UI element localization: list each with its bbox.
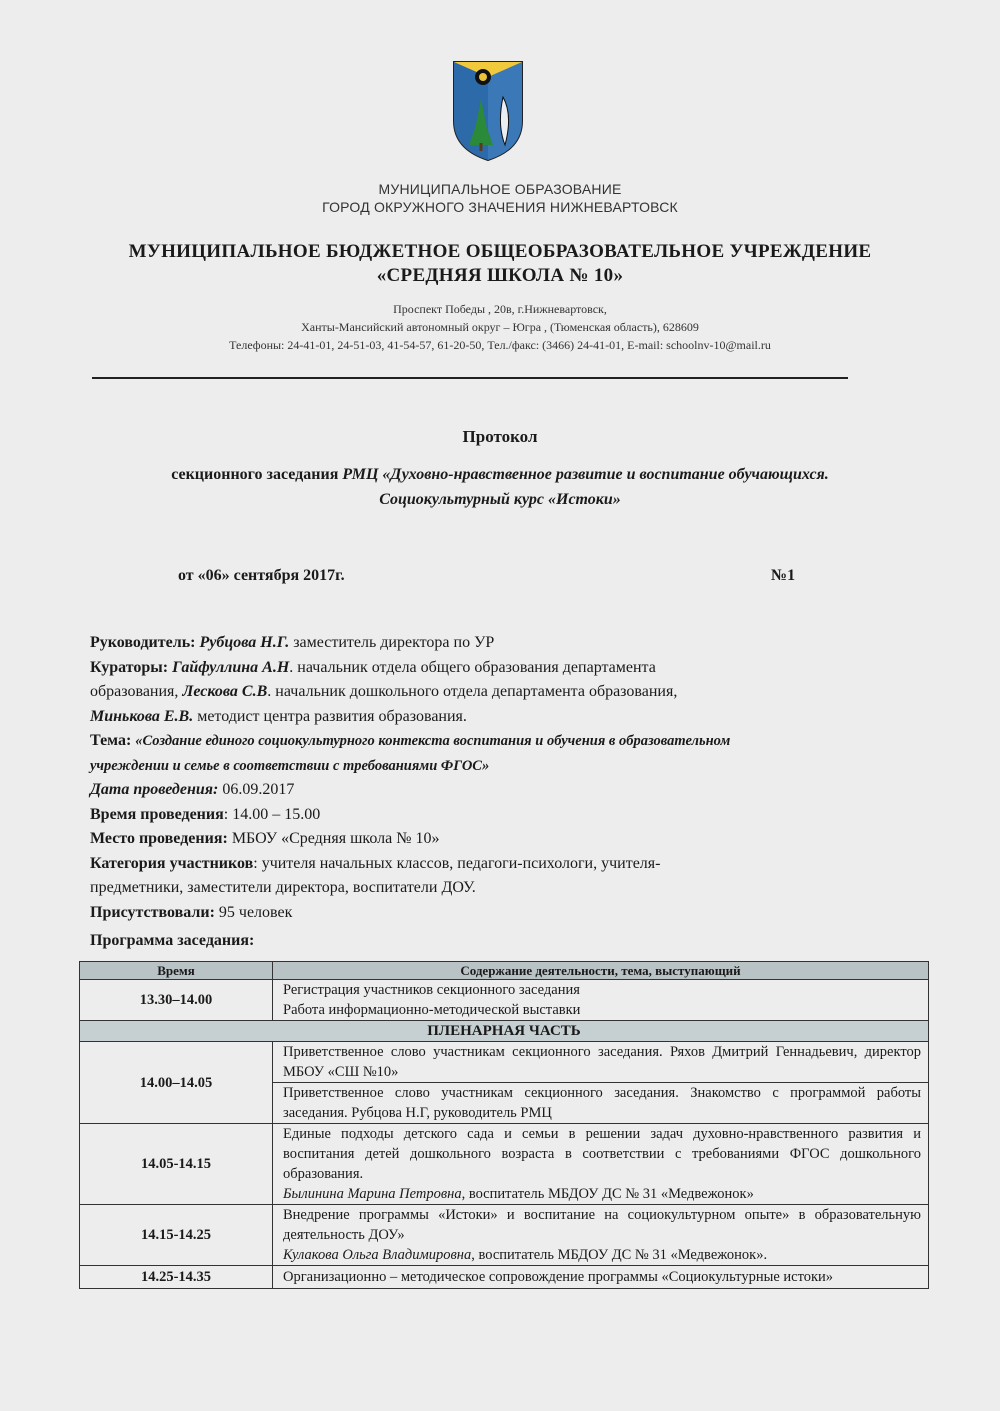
present-label: Присутствовали: — [90, 903, 219, 921]
row-content-line: Работа информационно-методической выставки — [283, 1002, 581, 1018]
row-author-role: , воспитатель МБДОУ ДС № 31 «Медвежонок». — [471, 1247, 768, 1263]
address-line-2: Ханты-Мансийский автономный округ – Югра , (Тюменская область), 628609 — [301, 320, 699, 334]
address-line-1: Проспект Победы , 20в, г.Нижневартовск, — [393, 302, 607, 316]
row-time: 13.30–14.00 — [80, 980, 273, 1021]
category-label: Категория участников — [90, 854, 254, 872]
topic-text-1: «Создание единого социокультурного контекста воспитания и обучения в образовательном — [135, 733, 731, 749]
topic-text-2: учреждении и семье в соответствии с требованиями ФГОС» — [90, 757, 490, 774]
header-divider — [92, 377, 848, 379]
row-time: 14.15-14.25 — [80, 1205, 273, 1266]
col-time-header: Время — [80, 962, 273, 980]
leader-role: заместитель директора по УР — [289, 634, 495, 651]
topic-line-2 — [90, 754, 920, 779]
program-table — [79, 961, 929, 1289]
leader-line — [90, 631, 920, 656]
section-row — [80, 1021, 929, 1042]
row-content: Приветственное слово участникам секционного заседания. Знакомство с программой работы заседания. Рубцова Н.Г, руководитель РМЦ — [273, 1083, 929, 1124]
curator-3-name: Минькова Е.В. — [90, 707, 194, 725]
curator-1-role: . начальник отдела общего образования департамента — [289, 658, 656, 676]
category-value: : учителя начальных классов, педагоги-психологи, учителя- — [253, 854, 661, 872]
topic-label: Тема: — [90, 732, 136, 749]
category-value-2: предметники, заместители директора, воспитатели ДОУ. — [90, 879, 476, 896]
school-line-2: «СРЕДНЯЯ ШКОЛА № 10» — [376, 265, 624, 286]
protocol-number: №1 — [771, 567, 796, 584]
municipality-line-2: ГОРОД ОКРУЖНОГО ЗНАЧЕНИЯ НИЖНЕВАРТОВСК — [322, 199, 678, 215]
leader-name: Рубцова Н.Г. — [199, 634, 290, 651]
row-content — [273, 1124, 929, 1205]
coat-of-arms-icon — [451, 59, 525, 163]
table-row — [80, 1042, 929, 1083]
place-value: МБОУ «Средняя школа № 10» — [231, 830, 440, 847]
col-content-header: Содержание деятельности, тема, выступающий — [273, 962, 929, 980]
row-content: Приветственное слово участникам секционного заседания. Ряхов Дмитрий Геннадьевич, директор МБОУ «СШ №10» — [273, 1042, 929, 1083]
table-row — [80, 1205, 929, 1266]
municipality-line-1: МУНИЦИПАЛЬНОЕ ОБРАЗОВАНИЕ — [378, 181, 622, 197]
curators-label: Кураторы: — [90, 658, 173, 676]
curators-line-2 — [90, 680, 920, 705]
table-header-row — [80, 962, 929, 980]
row-content — [273, 1205, 929, 1266]
time-value: : 14.00 – 15.00 — [223, 805, 321, 823]
row-content: Организационно – методическое сопровождение программы «Социокультурные истоки» — [273, 1266, 929, 1289]
row-author: Былинина Марина Петровна — [283, 1186, 462, 1202]
time-line — [90, 803, 920, 828]
protocol-subtitle-italic-2: Социокультурный курс «Истоки» — [379, 491, 621, 508]
row-content-line: Регистрация участников секционного заседания — [283, 982, 580, 998]
protocol-title: Протокол — [462, 427, 538, 446]
table-row — [80, 1124, 929, 1205]
present-value: 95 человек — [218, 903, 293, 921]
program-label: Программа заседания: — [90, 932, 255, 949]
place-label: Место проведения: — [90, 830, 232, 847]
school-line-1: МУНИЦИПАЛЬНОЕ БЮДЖЕТНОЕ ОБЩЕОБРАЗОВАТЕЛЬНОЕ УЧРЕЖДЕНИЕ — [128, 241, 872, 262]
row-content-text: Внедрение программы «Истоки» и воспитание на социокультурном опыте» в образовательную деятельность ДОУ» — [283, 1207, 921, 1243]
curators-line — [90, 656, 920, 681]
date-label: Дата проведения: — [90, 781, 223, 798]
leader-label: Руководитель: — [90, 634, 200, 651]
protocol-date: от «06» сентября 2017г. — [178, 567, 345, 584]
row-time: 14.25-14.35 — [80, 1266, 273, 1289]
category-line-2 — [90, 876, 920, 901]
row-time: 14.00–14.05 — [80, 1042, 273, 1124]
date-value: 06.09.2017 — [222, 781, 295, 798]
time-label: Время проведения — [90, 805, 224, 823]
date-line — [90, 778, 920, 803]
meeting-info — [90, 631, 920, 925]
protocol-subtitle-italic-1: РМЦ «Духовно-нравственное развитие и воспитание обучающихся. — [342, 466, 829, 483]
curator-1-name: Гайфуллина А.Н — [172, 658, 290, 676]
section-title: ПЛЕНАРНАЯ ЧАСТЬ — [80, 1021, 929, 1042]
curator-2-name: Лескова С.В — [182, 683, 268, 700]
table-row — [80, 1266, 929, 1289]
present-line — [90, 901, 920, 926]
curator-3-role: методист центра развития образования. — [193, 707, 467, 725]
row-author: Кулакова Ольга Владимировна — [283, 1247, 472, 1263]
curator-2-role: . начальник дошкольного отдела департамента образования, — [267, 683, 678, 700]
place-line — [90, 827, 920, 852]
address-block — [0, 300, 1000, 354]
row-author-role: , воспитатель МБДОУ ДС № 31 «Медвежонок» — [461, 1186, 754, 1202]
topic-line — [90, 729, 920, 754]
row-content-text: Единые подходы детского сада и семьи в решении задач духовно-нравственного развития и воспитания детей дошкольного возраста в соответствии с требованиями ФГОС дошкольного образования. — [283, 1126, 921, 1182]
address-line-3: Телефоны: 24-41-01, 24-51-03, 41-54-57, 61-20-50, Тел./факс: (3466) 24-41-01, E-mail: schoolnv-10@mail.ru — [229, 338, 771, 352]
protocol-subtitle — [0, 462, 1000, 512]
row-content — [273, 980, 929, 1021]
protocol-subtitle-bold: секционного заседания — [171, 466, 343, 483]
municipality-heading — [0, 180, 1000, 216]
school-heading — [0, 240, 1000, 288]
row-time: 14.05-14.15 — [80, 1124, 273, 1205]
category-line — [90, 852, 920, 877]
table-row — [80, 980, 929, 1021]
curators-line-3 — [90, 705, 920, 730]
curator-1-role-cont: образования, — [90, 683, 183, 700]
